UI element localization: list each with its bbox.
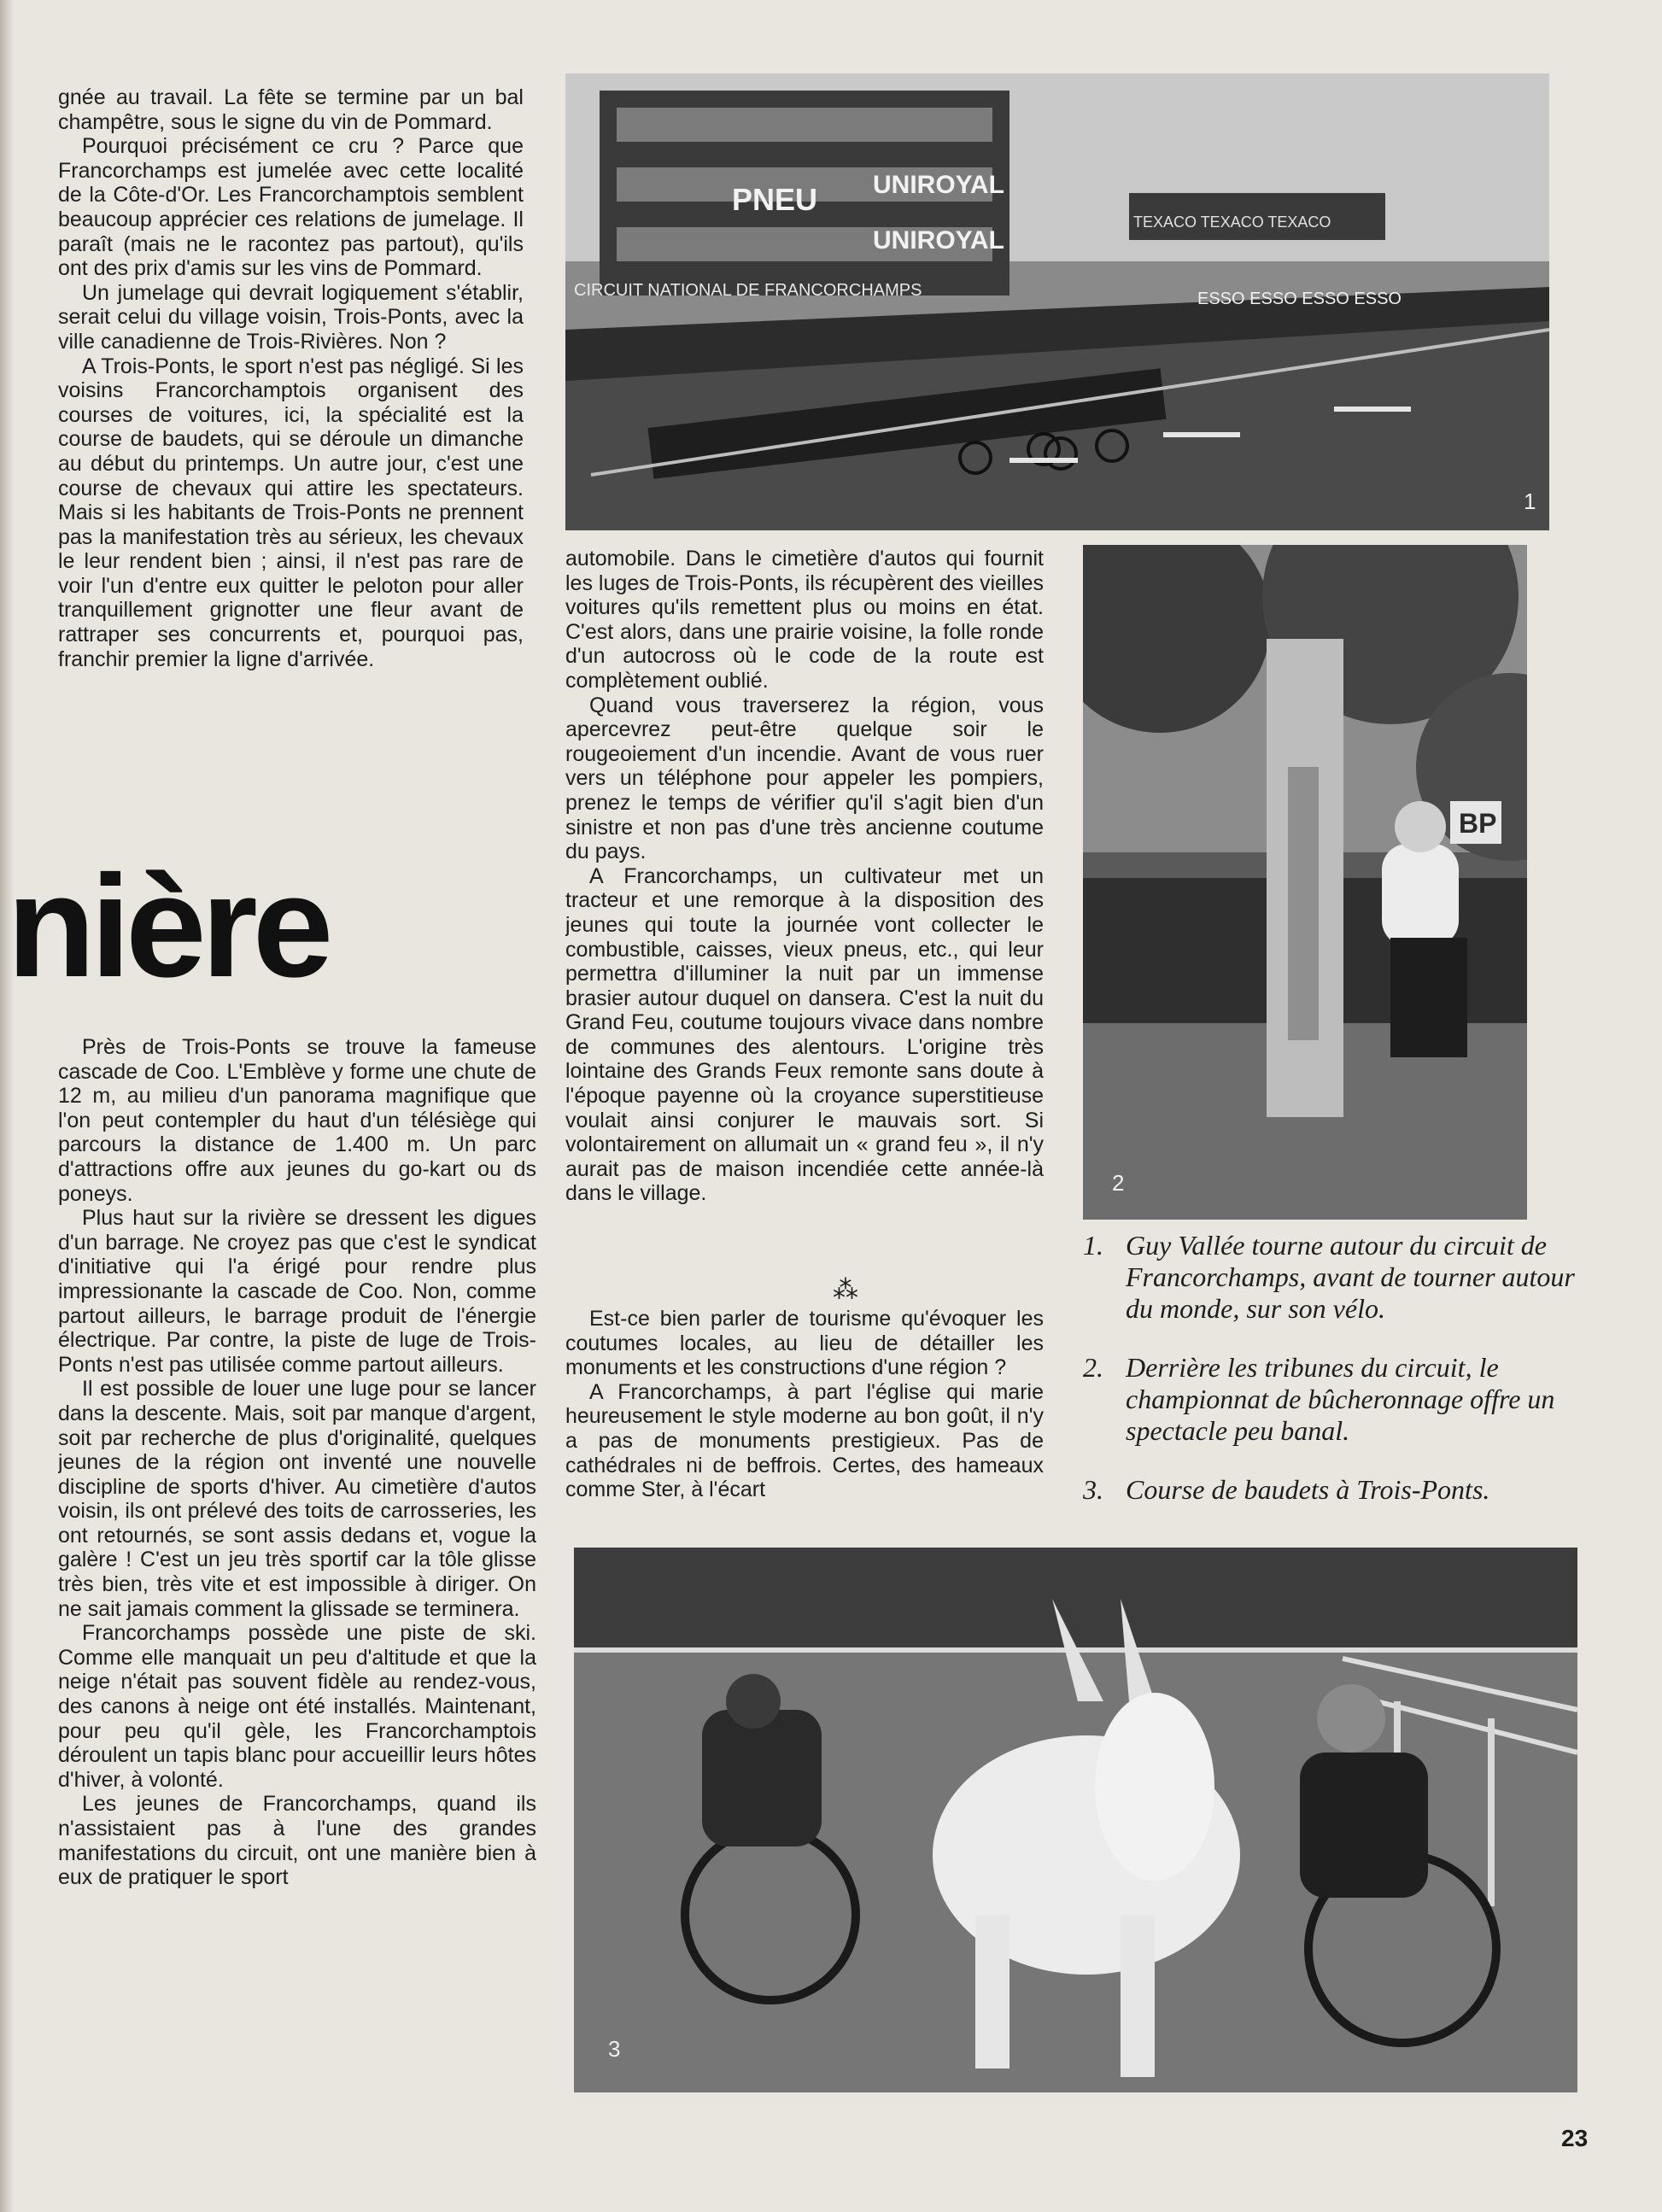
- left-column-bottom: [58, 1035, 536, 2111]
- paragraph: Plus haut sur la rivière se dressent les digues d'un barrage. Ne croyez pas que c'est le syndicat d'initiative qui l'a érigé pour rendre plus impressionante la cascade de Coo. Non, comme partout ailleurs, le barrage produit de l'énergie électrique. Par contre, la piste de luge de Trois-Ponts n'est pas utilisée comme partout ailleurs.: [58, 1206, 536, 1377]
- photo-donkey-race: [574, 1548, 1577, 2092]
- paragraph: Pourquoi précisément ce cru ? Parce que Francorchamps est jumelée avec cette localité de la Côte-d'Or. Les Francorchamptois semblent beaucoup apprécier ces relations de jumelage. Il paraît (mais ne le racontez pas partout), qu'ils ont des prix d'amis sur les vins de Pommard.: [58, 134, 524, 281]
- sign-pneu: PNEU: [732, 182, 818, 217]
- middle-column-bottom: [565, 1307, 1044, 1554]
- sign-uniroyal-top: UNIROYAL: [873, 171, 1004, 199]
- caption-text: Derrière les tribunes du circuit, le championnat de bûcheronnage offre un spectacle peu banal.: [1126, 1352, 1555, 1446]
- middle-column-top: [565, 547, 1044, 1273]
- page-edge: [0, 0, 14, 2212]
- page-number: 23: [1561, 2125, 1589, 2151]
- paragraph: Est-ce bien parler de tourisme qu'évoquer les coutumes locales, au lieu de détailler les monuments et les constructions d'une région ?: [565, 1307, 1044, 1380]
- caption-text: Guy Vallée tourne autour du circuit de Francorchamps, avant de tourner autour du monde, sur son vélo.: [1126, 1230, 1575, 1324]
- photo-circuit-grandstand: [565, 73, 1549, 530]
- section-heading: nière: [7, 846, 329, 1008]
- caption-number: 2.: [1083, 1352, 1103, 1383]
- asterism-ornament: ⁂: [833, 1275, 858, 1305]
- paragraph: Près de Trois-Ponts se trouve la fameuse cascade de Coo. L'Emblève y forme une chute de 12 m, au milieu d'un panorama magnifique que l'on peut contempler du haut d'un télésiège qui parcours la distance de 1.400 m. Un parc d'attractions offre aux jeunes du go-kart ou ds poneys.: [58, 1035, 536, 1206]
- sign-circuit-national: CIRCUIT NATIONAL DE FRANCORCHAMPS: [574, 281, 922, 300]
- caption-2: [1083, 1352, 1583, 1447]
- paragraph: automobile. Dans le cimetière d'autos qui fournit les luges de Trois-Ponts, ils récupèrent des vieilles voitures qu'ils remettent plus ou moins en état. C'est alors, dans une prairie voisine, la folle ronde d'un autocross où le code de la route est complètement oublié.: [565, 547, 1044, 693]
- caption-1: [1083, 1230, 1583, 1325]
- photo-number-1: 1: [1524, 489, 1536, 514]
- paragraph: Un jumelage qui devrait logiquement s'établir, serait celui du village voisin, Trois-Ponts, avec la ville canadienne de Trois-Rivières. Non ?: [58, 280, 524, 354]
- photo-number-2: 2: [1112, 1170, 1125, 1196]
- caption-text: Course de baudets à Trois-Ponts.: [1126, 1474, 1490, 1505]
- caption-number: 3.: [1083, 1474, 1103, 1505]
- sign-bp: BP: [1459, 808, 1497, 839]
- paragraph: gnée au travail. La fête se termine par un bal champêtre, sous le signe du vin de Pommard.: [58, 85, 524, 134]
- paragraph: Francorchamps possède une piste de ski. Comme elle manquait un peu d'altitude et que la neige n'était pas souvent fidèle au rendez-vous, des canons à neige ont été installés. Maintenant, pour peu qu'il gèle, les Francorchamptois déroulent un tapis blanc pour accueillir leurs hôtes d'hiver, à volonté.: [58, 1621, 536, 1792]
- left-column-top: [58, 85, 524, 820]
- paragraph: Les jeunes de Francorchamps, quand ils n'assistaient pas à l'une des grandes manifestations du circuit, ont une manière bien à eux de pratiquer le sport: [58, 1792, 536, 1890]
- photo-number-3: 3: [608, 2036, 621, 2062]
- photo-captions: [1083, 1230, 1583, 1533]
- paragraph: A Trois-Ponts, le sport n'est pas négligé. Si les voisins Francorchamptois organisent des courses de voitures, ici, la spécialité est la course de baudets, qui se déroule un dimanche au début du printemps. Un autre jour, c'est une course de chevaux qui attire les spectateurs. Mais si les habitants de Trois-Ponts ne prennent pas la manifestation très au sérieux, les chevaux le leur rendent bien ; ainsi, il n'est pas rare de voir l'un d'entre eux quitter le peloton pour aller tranquillement grignotter une fleur avant de rattraper ses concurrents et, pourquoi pas, franchir premier la ligne d'arrivée.: [58, 354, 524, 671]
- sign-esso: ESSO ESSO ESSO ESSO: [1197, 290, 1402, 308]
- paragraph: A Francorchamps, à part l'église qui marie heureusement le style moderne au bon goût, il n'y a pas de monuments prestigieux. Pas de cathédrales ni de beffrois. Certes, des hameaux comme Ster, à l'écart: [565, 1379, 1044, 1502]
- paragraph: Il est possible de louer une luge pour se lancer dans la descente. Mais, soit par manque d'argent, soit par recherche de plus d'originalité, quelques jeunes de la région ont inventé une nouvelle discipline de sports d'hiver. Au cimetière d'autos voisin, ils ont prélevé des toits de carrosseries, les ont retournés, se sont assis dedans et, vogue la galère ! C'est un jeu très sportif car la tôle glisse très bien, très vite et est impossible à diriger. On ne sait jamais comment la glissade se terminera.: [58, 1377, 536, 1621]
- photo-lumberjack: [1083, 545, 1527, 1220]
- paragraph: A Francorchamps, un cultivateur met un tracteur et une remorque à la disposition des jeunes qui toute la journée vont collecter le combustible, caisses, vieux pneus, etc., qui leur permettra d'illuminer la nuit par un immense brasier autour duquel on dansera. C'est la nuit du Grand Feu, coutume toujours vivace dans nombre de communes des alentours. L'origine très lointaine des Grands Feux remonte sans doute à l'époque payenne où la croyance superstitieuse voulait ainsi conjurer le mauvais sort. Si volontairement on allumait un « grand feu », il n'y aurait pas de maison incendiée cette année-là dans le village.: [565, 863, 1044, 1206]
- caption-number: 1.: [1083, 1230, 1103, 1261]
- caption-3: [1083, 1474, 1583, 1506]
- paragraph: Quand vous traverserez la région, vous apercevrez peut-être quelque soir le rougeoiement d'un incendie. Avant de vous ruer vers un téléphone pour appeler les pompiers, prenez le temps de vérifier qu'il s'agit bien d'un sinistre et non pas d'une très ancienne coutume du pays.: [565, 693, 1044, 864]
- sign-uniroyal-bottom: UNIROYAL: [873, 226, 1004, 255]
- sign-texaco: TEXACO TEXACO TEXACO: [1133, 214, 1331, 231]
